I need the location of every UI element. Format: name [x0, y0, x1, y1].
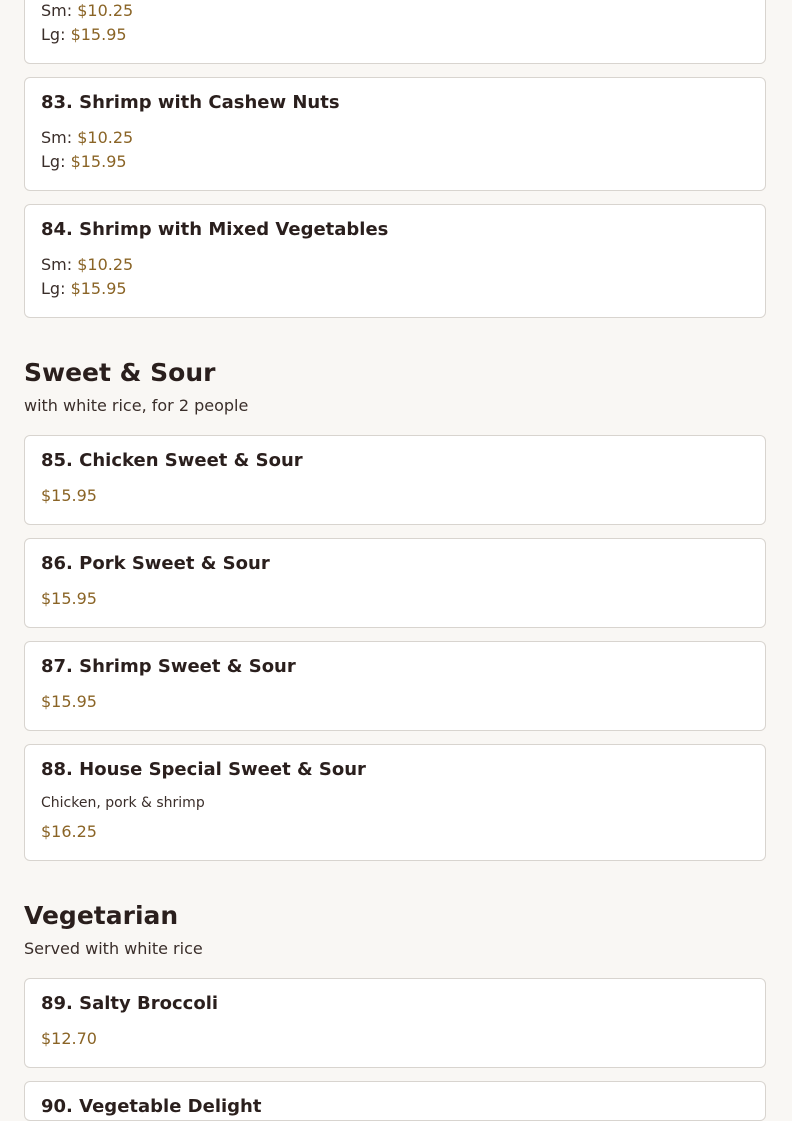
section-title: Vegetarian	[24, 901, 179, 930]
section-subtitle: with white rice, for 2 people	[24, 396, 249, 415]
size-label: Lg:	[41, 152, 66, 171]
small-price-line	[41, 1, 133, 20]
menu-item-title: 90. Vegetable Delight	[41, 1096, 262, 1117]
menu-item-card[interactable]	[24, 77, 766, 191]
price: $16.25	[41, 822, 97, 841]
menu-item-card[interactable]	[24, 1081, 766, 1121]
menu-item-card[interactable]	[24, 538, 766, 628]
menu-item-title: 83. Shrimp with Cashew Nuts	[41, 92, 340, 113]
large-price-line	[41, 25, 127, 44]
size-label: Lg:	[41, 279, 66, 298]
menu-item-title: 85. Chicken Sweet & Sour	[41, 450, 303, 471]
section-title: Sweet & Sour	[24, 358, 216, 387]
size-label: Sm:	[41, 1, 73, 20]
menu-item-description: Chicken, pork & shrimp	[41, 795, 205, 811]
menu-item-card[interactable]	[24, 204, 766, 318]
menu-item-title: 86. Pork Sweet & Sour	[41, 553, 270, 574]
menu-item-card[interactable]	[24, 641, 766, 731]
price: $15.95	[41, 486, 97, 505]
small-price-line	[41, 255, 133, 274]
price: $12.70	[41, 1029, 97, 1048]
price: $15.95	[41, 692, 97, 711]
large-price-line	[41, 152, 127, 171]
menu-item-card[interactable]	[24, 744, 766, 861]
price: $15.95	[70, 25, 127, 44]
price: $15.95	[41, 589, 97, 608]
price: $10.25	[77, 255, 134, 274]
small-price-line	[41, 128, 133, 147]
size-label: Sm:	[41, 255, 73, 274]
menu-item-card[interactable]	[24, 435, 766, 525]
price: $10.25	[77, 128, 134, 147]
menu-item-card[interactable]	[24, 978, 766, 1068]
size-label: Lg:	[41, 25, 66, 44]
price: $10.25	[77, 1, 134, 20]
large-price-line	[41, 279, 127, 298]
menu-item-card[interactable]	[24, 0, 766, 64]
menu-item-title: 84. Shrimp with Mixed Vegetables	[41, 219, 389, 240]
menu-item-title: 88. House Special Sweet & Sour	[41, 759, 366, 780]
price: $15.95	[70, 279, 127, 298]
menu-item-title: 89. Salty Broccoli	[41, 993, 219, 1014]
menu-item-title: 87. Shrimp Sweet & Sour	[41, 656, 296, 677]
price: $15.95	[70, 152, 127, 171]
size-label: Sm:	[41, 128, 73, 147]
section-subtitle: Served with white rice	[24, 939, 203, 958]
